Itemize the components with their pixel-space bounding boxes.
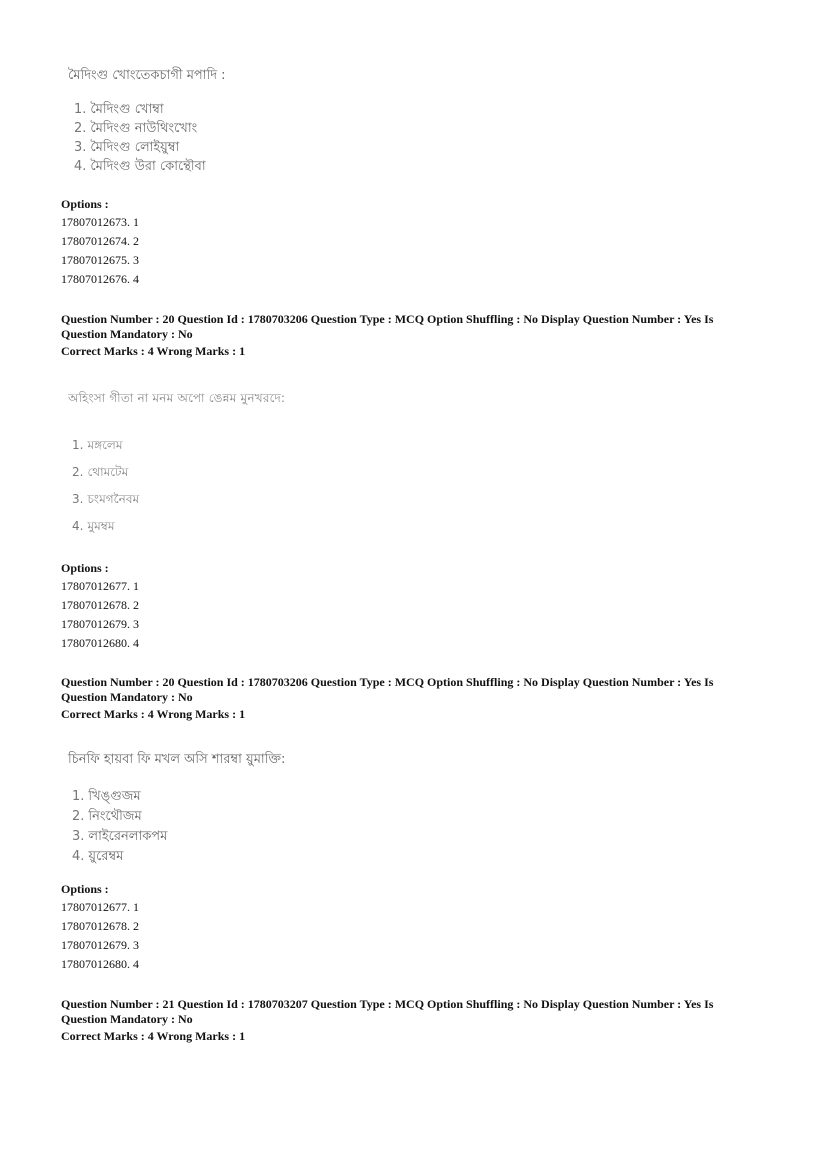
question-meta (61, 997, 761, 1044)
question-meta-line: Question Mandatory : No (61, 327, 193, 341)
option-row: 17807012678. 2 (61, 919, 139, 933)
option-row: 17807012676. 4 (61, 272, 139, 286)
option-row: 17807012679. 3 (61, 938, 139, 952)
question-meta-line: Question Mandatory : No (61, 1012, 193, 1026)
question-meta (61, 675, 761, 722)
question-image (68, 66, 226, 176)
question-marks: Correct Marks : 4 Wrong Marks : 1 (61, 344, 246, 358)
option-row: 17807012674. 2 (61, 234, 139, 248)
choice-item: 3. লাইরেনলাকপম (72, 829, 168, 844)
choice-list (68, 432, 285, 540)
choice-list (68, 100, 226, 176)
options-list (61, 559, 139, 653)
choice-item: 1. মঙ্গলেম (72, 438, 123, 452)
choice-item: 3. চংমগনৈবম (72, 492, 140, 506)
options-heading: Options : (61, 882, 109, 896)
option-row: 17807012677. 1 (61, 900, 139, 914)
option-row: 17807012677. 1 (61, 579, 139, 593)
choice-item: 2. নিংথৌজম (72, 809, 142, 824)
option-row: 17807012680. 4 (61, 636, 139, 650)
options-heading: Options : (61, 197, 109, 211)
question-meta-line: Question Mandatory : No (61, 690, 193, 704)
question-stem: মৈদিংগু খোংতেকচাগী মপাদি : (68, 68, 226, 83)
choice-item: 1. খিঙ্গুজম (72, 789, 141, 804)
question-image (68, 390, 285, 540)
question-meta-line: Question Number : 21 Question Id : 1780703207 Question Type : MCQ Option Shuffling : No Display Question Number : Yes Is (61, 997, 714, 1011)
question-marks: Correct Marks : 4 Wrong Marks : 1 (61, 1029, 246, 1043)
options-heading: Options : (61, 561, 109, 575)
question-image (68, 750, 285, 867)
option-row: 17807012680. 4 (61, 957, 139, 971)
choice-item: 2. মৈদিংগু নাউথিংখোং (74, 121, 198, 136)
option-row: 17807012678. 2 (61, 598, 139, 612)
question-stem: অহিংসা গীতা না মনম অপো ঙেন্নম মুনখরদে: (68, 391, 286, 405)
question-stem: চিনফি হায়বা ফি মখল অসি শারম্বা য়ুমাক্তি: (68, 752, 286, 767)
options-list (61, 880, 139, 974)
choice-item: 3. মৈদিংগু লোইয়ুম্বা (74, 140, 180, 155)
option-row: 17807012673. 1 (61, 215, 139, 229)
choice-list (68, 787, 285, 867)
question-meta-line: Question Number : 20 Question Id : 1780703206 Question Type : MCQ Option Shuffling : No Display Question Number : Yes Is (61, 312, 714, 326)
choice-item: 4. মৈদিংগু উরা কোন্থৌবা (74, 159, 206, 174)
choice-item: 4. মুমম্বম (72, 519, 115, 533)
option-row: 17807012675. 3 (61, 253, 139, 267)
choice-item: 1. মৈদিংগু খোম্বা (74, 102, 164, 117)
choice-item: 2. থোমটেম (72, 465, 129, 479)
question-marks: Correct Marks : 4 Wrong Marks : 1 (61, 707, 246, 721)
question-meta (61, 312, 761, 359)
option-row: 17807012679. 3 (61, 617, 139, 631)
choice-item: 4. য়ুরেম্বম (72, 849, 124, 864)
options-list (61, 195, 139, 289)
question-meta-line: Question Number : 20 Question Id : 1780703206 Question Type : MCQ Option Shuffling : No Display Question Number : Yes Is (61, 675, 714, 689)
